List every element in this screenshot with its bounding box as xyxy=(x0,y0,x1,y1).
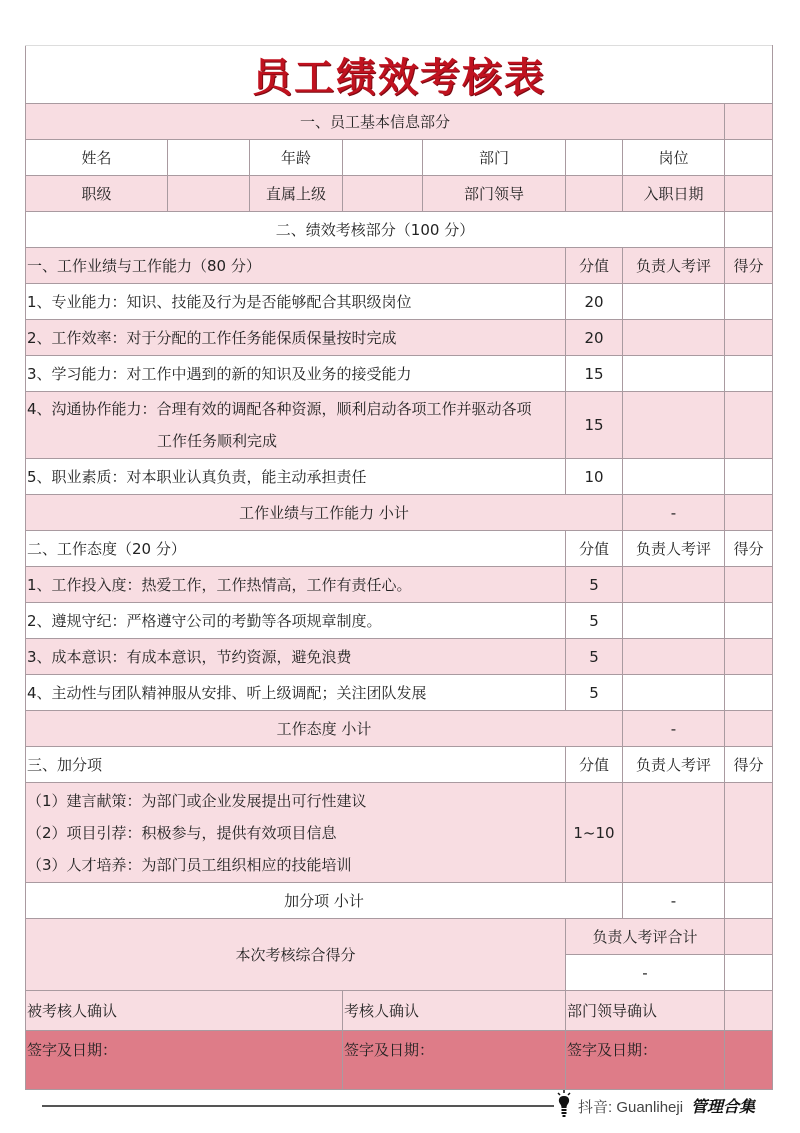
basic-info-row-1 xyxy=(26,140,773,176)
part3-header xyxy=(26,747,773,783)
table-row xyxy=(26,320,773,356)
subtotal-score-field[interactable] xyxy=(725,495,773,531)
table-row xyxy=(26,639,773,675)
blank-cell xyxy=(725,1031,773,1090)
footer-brand: 管理合集 xyxy=(691,1097,756,1116)
employee-signature-field[interactable]: 签字及日期： xyxy=(26,1031,343,1090)
item-text: 3、学习能力：对工作中遇到的新的知识及业务的接受能力 xyxy=(26,356,566,392)
reviewer-total-value: - xyxy=(566,955,725,991)
col-score-value: 分值 xyxy=(566,248,623,284)
basic-info-title: 一、员工基本信息部分 xyxy=(26,104,725,140)
table-row xyxy=(26,392,773,459)
item-value: 20 xyxy=(566,284,623,320)
score-field[interactable] xyxy=(725,320,773,356)
reviewer-field[interactable] xyxy=(623,356,725,392)
dept-leader-signature-field[interactable]: 签字及日期： xyxy=(566,1031,725,1090)
title-cell xyxy=(26,46,773,104)
appraisal-form xyxy=(25,45,772,1090)
reviewer-field[interactable] xyxy=(623,639,725,675)
table-row xyxy=(26,284,773,320)
item-value: 5 xyxy=(566,639,623,675)
score-field[interactable] xyxy=(725,603,773,639)
score-field[interactable] xyxy=(725,459,773,495)
col-reviewer: 负责人考评 xyxy=(623,531,725,567)
signature-row xyxy=(26,1031,773,1090)
item-value: 5 xyxy=(566,567,623,603)
blank-cell xyxy=(725,919,773,955)
basic-info-row-2 xyxy=(26,176,773,212)
reviewer-field[interactable] xyxy=(623,284,725,320)
confirm-row xyxy=(26,991,773,1031)
bonus-item: （1）建言献策：为部门或企业发展提出可行性建议 xyxy=(27,791,367,810)
bonus-items xyxy=(26,783,566,883)
reviewer-field[interactable] xyxy=(623,567,725,603)
part2-subtotal-row xyxy=(26,711,773,747)
form-title: 员工绩效考核表 xyxy=(252,54,546,101)
reviewer-total-label: 负责人考评合计 xyxy=(566,919,725,955)
bonus-item: （3）人才培养：为部门员工组织相应的技能培训 xyxy=(27,855,352,874)
label-grade: 职级 xyxy=(26,176,168,212)
table-row xyxy=(26,603,773,639)
score-field[interactable] xyxy=(725,356,773,392)
col-score-value: 分值 xyxy=(566,747,623,783)
label-dept-leader: 部门领导 xyxy=(423,176,566,212)
item-text-line1: 4、沟通协作能力：合理有效的调配各种资源，顺利启动各项工作并驱动各项 xyxy=(27,400,532,418)
name-field[interactable] xyxy=(168,140,250,176)
item-value: 15 xyxy=(566,356,623,392)
position-field[interactable] xyxy=(725,140,773,176)
reviewer-confirm-label: 考核人确认 xyxy=(343,991,566,1031)
bonus-value: 1~10 xyxy=(566,783,623,883)
part3-title: 三、加分项 xyxy=(26,747,566,783)
part1-header xyxy=(26,248,773,284)
item-text xyxy=(26,392,566,459)
subtotal-value: - xyxy=(623,883,725,919)
part1-title: 一、工作业绩与工作能力（80 分） xyxy=(26,248,566,284)
table-row xyxy=(26,459,773,495)
subtotal-score-field[interactable] xyxy=(725,711,773,747)
item-value: 5 xyxy=(566,603,623,639)
item-value: 15 xyxy=(566,392,623,459)
blank-cell xyxy=(725,212,773,248)
dept-leader-confirm-label: 部门领导确认 xyxy=(566,991,725,1031)
score-field[interactable] xyxy=(725,284,773,320)
score-field[interactable] xyxy=(725,392,773,459)
item-text: 5、职业素质：对本职业认真负责，能主动承担责任 xyxy=(26,459,566,495)
subtotal-label: 工作态度 小计 xyxy=(26,711,623,747)
part2-title: 二、工作态度（20 分） xyxy=(26,531,566,567)
reviewer-field[interactable] xyxy=(623,783,725,883)
label-position: 岗位 xyxy=(623,140,725,176)
part3-subtotal-row xyxy=(26,883,773,919)
basic-info-header xyxy=(26,104,773,140)
col-score: 得分 xyxy=(725,531,773,567)
item-value: 5 xyxy=(566,675,623,711)
label-hire-date: 入职日期 xyxy=(623,176,725,212)
department-field[interactable] xyxy=(566,140,623,176)
item-text: 1、工作投入度：热爱工作，工作热情高，工作有责任心。 xyxy=(26,567,566,603)
label-name: 姓名 xyxy=(26,140,168,176)
hire-date-field[interactable] xyxy=(725,176,773,212)
item-text-line2: 工作任务顺利完成 xyxy=(157,432,278,450)
col-score: 得分 xyxy=(725,248,773,284)
table-row xyxy=(26,356,773,392)
item-value: 10 xyxy=(566,459,623,495)
subtotal-score-field[interactable] xyxy=(725,883,773,919)
item-text: 1、专业能力：知识、技能及行为是否能够配合其职级岗位 xyxy=(26,284,566,320)
reviewer-signature-field[interactable]: 签字及日期： xyxy=(343,1031,566,1090)
footer-text xyxy=(578,1094,755,1117)
reviewer-field[interactable] xyxy=(623,320,725,356)
item-value: 20 xyxy=(566,320,623,356)
reviewer-field[interactable] xyxy=(623,392,725,459)
lightbulb-icon xyxy=(556,1090,572,1118)
age-field[interactable] xyxy=(343,140,423,176)
total-score-field[interactable] xyxy=(725,955,773,991)
label-supervisor: 直属上级 xyxy=(250,176,343,212)
performance-title: 二、绩效考核部分（100 分） xyxy=(26,212,725,248)
grade-field[interactable] xyxy=(168,176,250,212)
blank-cell xyxy=(725,104,773,140)
score-field[interactable] xyxy=(725,675,773,711)
performance-header xyxy=(26,212,773,248)
item-text: 4、主动性与团队精神服从安排、听上级调配；关注团队发展 xyxy=(26,675,566,711)
dept-leader-field[interactable] xyxy=(566,176,623,212)
item-text: 2、遵规守纪：严格遵守公司的考勤等各项规章制度。 xyxy=(26,603,566,639)
subtotal-label: 加分项 小计 xyxy=(26,883,623,919)
subtotal-value: - xyxy=(623,711,725,747)
col-reviewer: 负责人考评 xyxy=(623,248,725,284)
label-department: 部门 xyxy=(423,140,566,176)
score-field[interactable] xyxy=(725,783,773,883)
blank-cell xyxy=(725,991,773,1031)
score-field[interactable] xyxy=(725,567,773,603)
footer-platform: 抖音: Guanliheji xyxy=(578,1099,684,1116)
total-label: 本次考核综合得分 xyxy=(26,919,566,991)
col-reviewer: 负责人考评 xyxy=(623,747,725,783)
col-score: 得分 xyxy=(725,747,773,783)
table-row xyxy=(26,567,773,603)
reviewer-field[interactable] xyxy=(623,675,725,711)
label-age: 年龄 xyxy=(250,140,343,176)
appraisal-table xyxy=(25,45,773,1090)
subtotal-value: - xyxy=(623,495,725,531)
reviewer-field[interactable] xyxy=(623,459,725,495)
footer xyxy=(42,1090,777,1120)
bonus-row xyxy=(26,783,773,883)
subtotal-label: 工作业绩与工作能力 小计 xyxy=(26,495,623,531)
footer-divider xyxy=(42,1105,554,1107)
total-row-1 xyxy=(26,919,773,955)
part1-subtotal-row xyxy=(26,495,773,531)
item-text: 2、工作效率：对于分配的工作任务能保质保量按时完成 xyxy=(26,320,566,356)
score-field[interactable] xyxy=(725,639,773,675)
part2-header xyxy=(26,531,773,567)
supervisor-field[interactable] xyxy=(343,176,423,212)
reviewer-field[interactable] xyxy=(623,603,725,639)
col-score-value: 分值 xyxy=(566,531,623,567)
employee-confirm-label: 被考核人确认 xyxy=(26,991,343,1031)
table-row xyxy=(26,675,773,711)
bonus-item: （2）项目引荐：积极参与，提供有效项目信息 xyxy=(27,823,337,842)
item-text: 3、成本意识：有成本意识，节约资源，避免浪费 xyxy=(26,639,566,675)
